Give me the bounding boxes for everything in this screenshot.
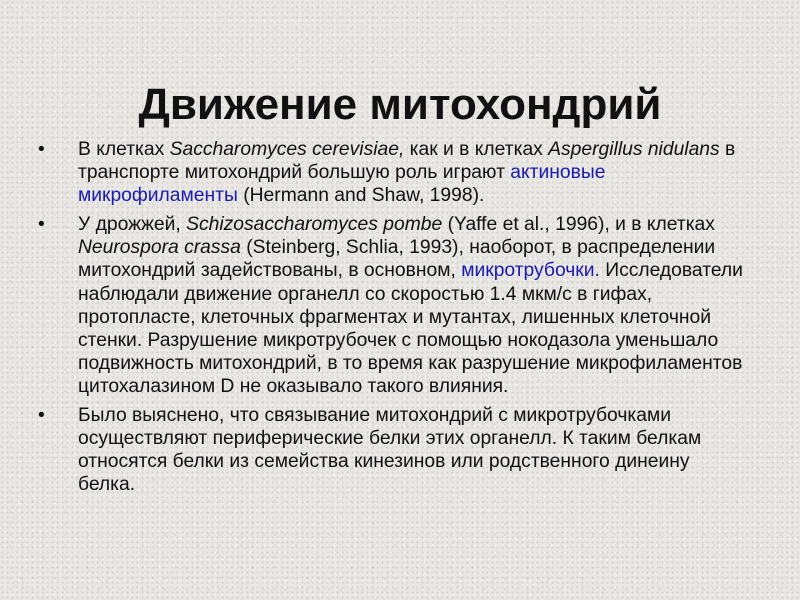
bullet-marker: • <box>38 405 45 427</box>
bullet-text: в транспорте митохондрий большую роль играют <box>78 139 736 184</box>
bullet-item-microtubules <box>38 213 743 398</box>
bullet-text: (Yaffe et al., 1996), и в клетках <box>442 214 715 236</box>
bullet-text: (Hermann and Shaw, 1998). <box>237 185 485 207</box>
species-name: Saccharomyces cerevisiae, <box>169 139 405 160</box>
bullet-text: У дрожжей, <box>78 214 187 236</box>
bullet-marker: • <box>38 214 45 236</box>
bullet-list <box>38 138 743 502</box>
slide-title: Движение митохондрий <box>138 80 662 130</box>
bullet-item-actin <box>38 138 743 207</box>
bullet-marker: • <box>38 139 45 160</box>
bullet-text: (Steinberg, Schlia, 1993), наоборот, в распределении митохондрий задействованы, в основном, <box>78 237 716 282</box>
species-name: Schizosaccharomyces pombe <box>186 214 443 236</box>
bullet-text: как и в клетках <box>404 139 549 160</box>
bullet-text: Было выяснено, что связывание митохондрий с микротрубочками осуществляют периферические белки этих органелл. К таким белкам относятся белки из семейства кинезинов или родственного динеину белка. <box>78 405 702 496</box>
highlighted-term: актиновые микрофиламенты <box>78 162 606 207</box>
bullet-item-proteins <box>38 404 743 496</box>
bullet-text: В клетках <box>78 139 170 160</box>
species-name: Aspergillus nidulans <box>548 139 720 160</box>
highlighted-term: микротрубочки. <box>461 260 600 282</box>
bullet-text: Исследователи наблюдали движение органелл со скоростью 1.4 мкм/с в гифах, протопласте, клеточных фрагментах и мутантах, лишенных клеточной стенки. Разрушение микротрубочек с помощью нокодазола уменьшало подвижность митохондрий, в то время как разрушение микрофиламентов цитохалазином D не оказывало такого влияния. <box>78 260 743 397</box>
species-name: Neurospora crassa <box>78 237 241 259</box>
